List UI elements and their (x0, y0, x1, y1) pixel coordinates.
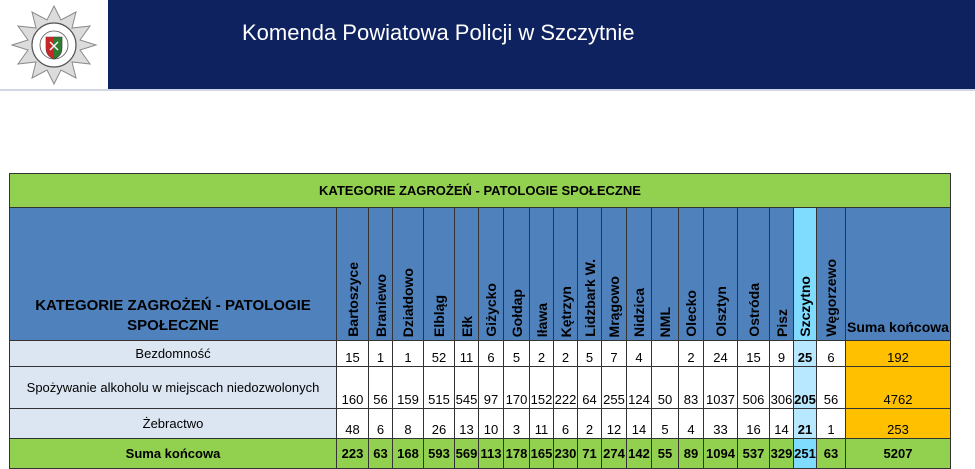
table-cell: 5 (578, 341, 602, 367)
column-header-label: Szczytno (797, 276, 813, 337)
column-header (393, 208, 424, 341)
table-row (10, 341, 951, 367)
column-header (652, 208, 679, 341)
column-header (455, 208, 479, 341)
column-header-label: Ełk (458, 315, 475, 337)
column-header-label: Braniewo (372, 273, 389, 337)
column-header (424, 208, 455, 341)
table-cell: 160 (337, 367, 369, 409)
table-cell: 2 (679, 341, 704, 367)
table-cell: 83 (679, 367, 704, 409)
table-cell: 170 (504, 367, 530, 409)
column-header (794, 208, 817, 341)
column-header (479, 208, 504, 341)
table-cell: 64 (578, 367, 602, 409)
footer-cell: 251 (794, 439, 817, 469)
column-header-label: Olecko (683, 290, 699, 337)
footer-cell: 593 (424, 439, 455, 469)
footer-cell: 63 (369, 439, 393, 469)
column-header-label: Pisz (773, 308, 790, 337)
column-header-label: Elbląg (431, 294, 447, 337)
table-cell: 4 (627, 341, 652, 367)
column-header-label: Nidzica (631, 287, 647, 337)
table-cell: 506 (738, 367, 770, 409)
table-cell: 11 (530, 409, 554, 439)
table-cell: 6 (817, 341, 846, 367)
grand-total: 5207 (846, 439, 951, 469)
table-cell: 222 (554, 367, 578, 409)
column-header-label: Działdowo (400, 267, 416, 337)
table-cell: 14 (627, 409, 652, 439)
column-header (817, 208, 846, 341)
table-cell: 14 (770, 409, 794, 439)
table-cell: 52 (424, 341, 455, 367)
table-cell: 15 (337, 341, 369, 367)
table-cell: 16 (738, 409, 770, 439)
footer-cell: 55 (652, 439, 679, 469)
column-header (679, 208, 704, 341)
column-header (369, 208, 393, 341)
column-header-label: Węgorzewo (823, 259, 839, 337)
table-row (10, 409, 951, 439)
table-cell: 26 (424, 409, 455, 439)
footer-cell: 569 (455, 439, 479, 469)
column-header (627, 208, 652, 341)
footer-cell: 165 (530, 439, 554, 469)
column-header-label: Olsztyn (712, 286, 729, 337)
footer-cell: 113 (479, 439, 504, 469)
column-header-label: NML (657, 306, 673, 337)
table-row (10, 367, 951, 409)
table-cell: 50 (652, 367, 679, 409)
table-cell: 97 (479, 367, 504, 409)
footer-cell: 537 (738, 439, 770, 469)
footer-cell: 63 (817, 439, 846, 469)
footer-cell: 329 (770, 439, 794, 469)
table-cell: 3 (504, 409, 530, 439)
footer-cell: 142 (627, 439, 652, 469)
table-cell: 205 (794, 367, 817, 409)
table-cell: 6 (369, 409, 393, 439)
table-cell (652, 341, 679, 367)
footer-cell: 1094 (704, 439, 738, 469)
row-total: 253 (846, 409, 951, 439)
table-cell: 8 (393, 409, 424, 439)
table-cell: 56 (369, 367, 393, 409)
table-cell: 56 (817, 367, 846, 409)
table-cell: 48 (337, 409, 369, 439)
table-cell: 545 (455, 367, 479, 409)
column-header-label: Lidzbark W. (581, 259, 598, 337)
table-cell: 12 (602, 409, 627, 439)
footer-cell: 223 (337, 439, 369, 469)
table-cell: 11 (455, 341, 479, 367)
table-cell: 1 (393, 341, 424, 367)
category-column-header: KATEGORIE ZAGROŻEŃ - PATOLOGIE SPOŁECZNE (10, 208, 337, 341)
table-cell: 1 (369, 341, 393, 367)
column-header-label: Gołdap (508, 288, 525, 337)
table-cell: 21 (794, 409, 817, 439)
table-cell: 2 (554, 341, 578, 367)
footer-cell: 89 (679, 439, 704, 469)
table-banner: KATEGORIE ZAGROŻEŃ - PATOLOGIE SPOŁECZNE (10, 174, 951, 208)
page-title: Komenda Powiatowa Policji w Szczytnie (242, 20, 635, 45)
footer-cell: 230 (554, 439, 578, 469)
column-header-label: Iława (533, 302, 550, 337)
banner-row (10, 174, 951, 208)
footer-cell: 274 (602, 439, 627, 469)
column-header (704, 208, 738, 341)
column-header (554, 208, 578, 341)
table-cell: 33 (704, 409, 738, 439)
table-cell: 6 (479, 341, 504, 367)
column-header (504, 208, 530, 341)
table-cell: 9 (770, 341, 794, 367)
footer-cell: 168 (393, 439, 424, 469)
table-cell: 2 (530, 341, 554, 367)
police-badge-logo (6, 4, 102, 86)
column-header-label: Kętrzyn (557, 285, 574, 337)
column-header (738, 208, 770, 341)
table-cell: 25 (794, 341, 817, 367)
column-header-label: Bartoszyce (344, 262, 361, 337)
table-cell: 306 (770, 367, 794, 409)
row-total: 4762 (846, 367, 951, 409)
table-cell: 5 (652, 409, 679, 439)
footer-cell: 178 (504, 439, 530, 469)
column-header (530, 208, 554, 341)
table-cell: 24 (704, 341, 738, 367)
table-cell: 159 (393, 367, 424, 409)
row-label: Bezdomność (10, 341, 337, 367)
sum-column-header: Suma końcowa (846, 208, 951, 341)
table-cell: 124 (627, 367, 652, 409)
table-cell: 2 (578, 409, 602, 439)
footer-label: Suma końcowa (10, 439, 337, 469)
threat-category-table (9, 173, 951, 469)
table-cell: 515 (424, 367, 455, 409)
table-cell: 13 (455, 409, 479, 439)
table-cell: 4 (679, 409, 704, 439)
header-row (10, 208, 951, 341)
table-cell: 15 (738, 341, 770, 367)
page-header (0, 0, 975, 90)
table-cell: 5 (504, 341, 530, 367)
table-cell: 152 (530, 367, 554, 409)
column-header-label: Mrągowo (606, 275, 622, 337)
column-header (602, 208, 627, 341)
row-total: 192 (846, 341, 951, 367)
table-cell: 6 (554, 409, 578, 439)
table-cell: 1037 (704, 367, 738, 409)
column-header-label: Ostróda (745, 283, 762, 337)
column-header (337, 208, 369, 341)
table-cell: 255 (602, 367, 627, 409)
column-header (578, 208, 602, 341)
header-divider (0, 89, 975, 91)
table-cell: 1 (817, 409, 846, 439)
row-label: Spożywanie alkoholu w miejscach niedozwolonych (10, 367, 337, 409)
column-header-label: Giżycko (483, 283, 499, 337)
column-header (770, 208, 794, 341)
row-label: Żebractwo (10, 409, 337, 439)
table-cell: 10 (479, 409, 504, 439)
footer-row (10, 439, 951, 469)
footer-cell: 71 (578, 439, 602, 469)
table-cell: 7 (602, 341, 627, 367)
